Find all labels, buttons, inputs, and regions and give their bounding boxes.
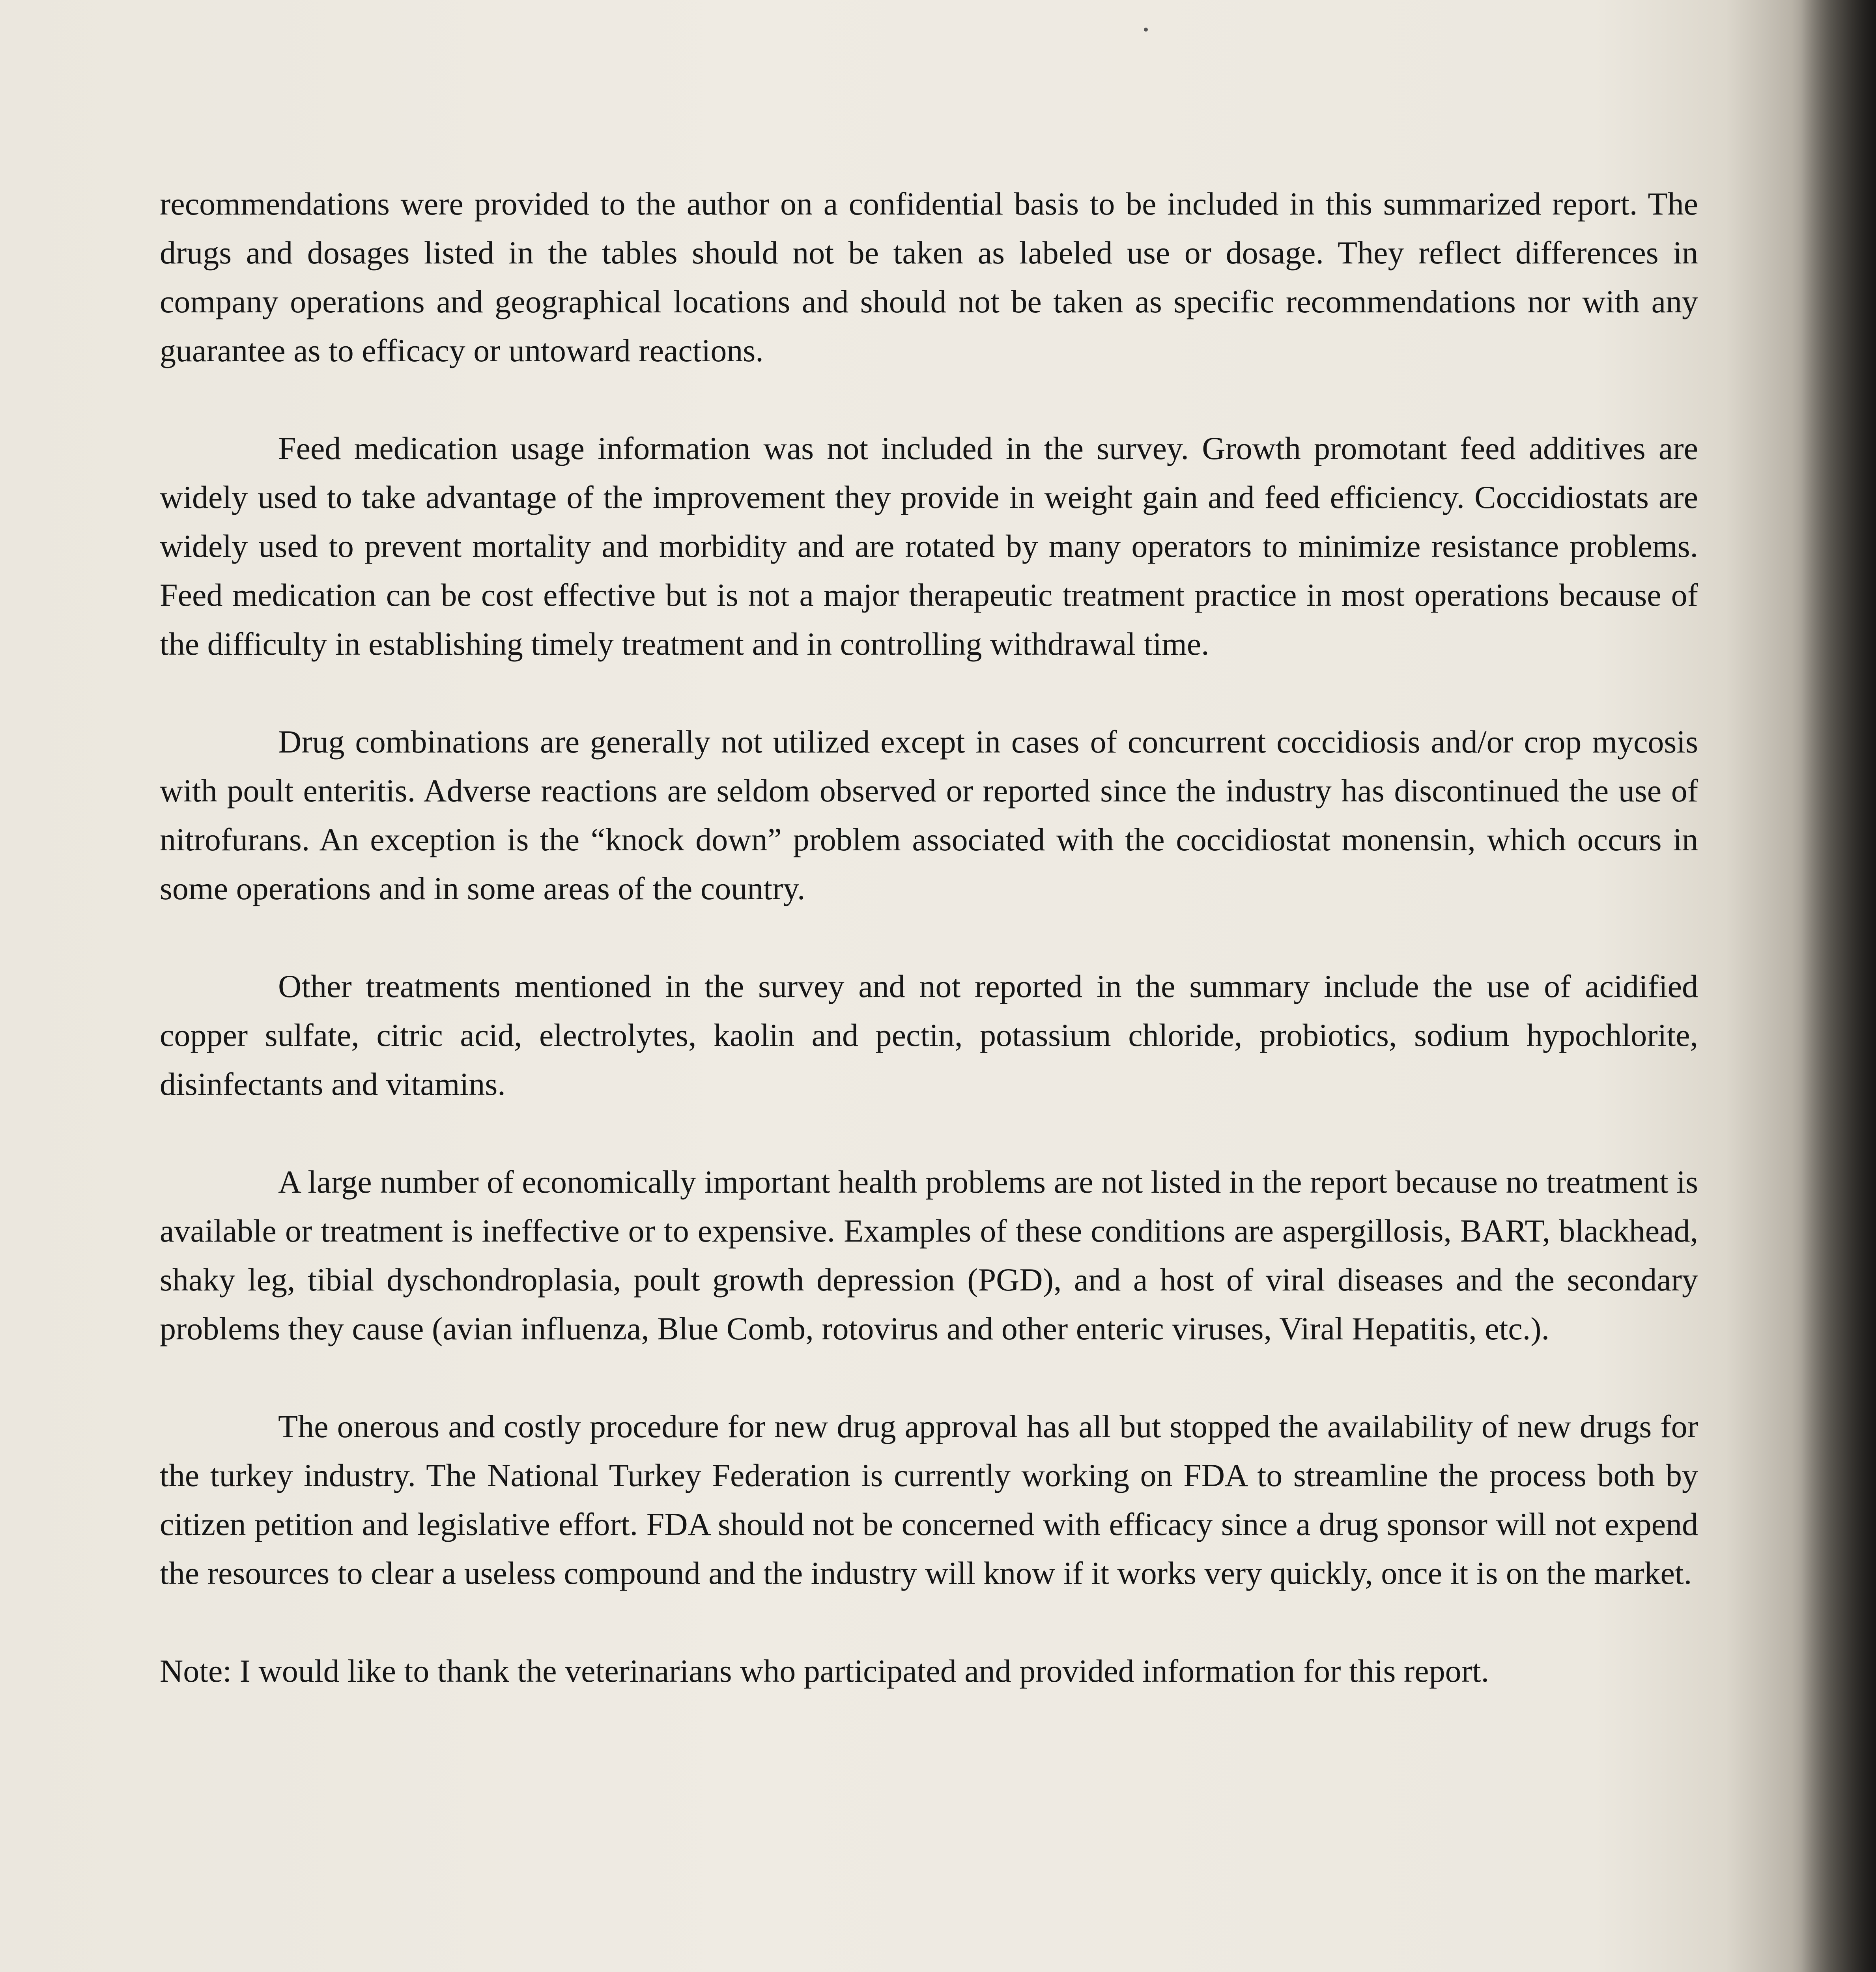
paragraph-note: Note: I would like to thank the veterinarians who participated and provided information for this report.: [160, 1653, 1489, 1689]
paragraph-feed-medication: Feed medication usage information was not included in the survey. Growth promotant feed additives are widely used to take advantage of the improvement they provide in weight gain and feed efficiency. Coccidiostats are widely used to prevent mortality and morbidity and are rotated by many operators to minimize resistance problems. Feed medication can be cost effective but is not a major therapeutic treatment practice in most operations because of the difficulty in establishing timely treatment and in controlling withdrawal time.: [160, 430, 1698, 662]
paragraph-other-treatments: Other treatments mentioned in the survey and not reported in the summary include the use of acidified copper sulfate, citric acid, electrolytes, kaolin and pectin, potassium chloride, probiotics, sodium hypochlorite, disinfectants and vitamins.: [160, 968, 1698, 1102]
paragraph-health-problems: A large number of economically important health problems are not listed in the report because no treatment is available or treatment is ineffective or to expensive. Examples of these conditions are aspergillosis, BART, blackhead, shaky leg, tibial dyschondroplasia, poult growth depression (PGD), and a host of viral diseases and the secondary problems they cause (avian influenza, Blue Comb, rotovirus and other enteric viruses, Viral Hepatitis, etc.).: [160, 1164, 1698, 1346]
paragraph-drug-approval: The onerous and costly procedure for new drug approval has all but stopped the availability of new drugs for the turkey industry. The National Turkey Federation is currently working on FDA to streamline the process both by citizen petition and legislative effort. FDA should not be concerned with efficacy since a drug sponsor will not expend the resources to clear a useless compound and the industry will know if it works very quickly, once it is on the market.: [160, 1408, 1698, 1591]
page-binding-shadow: [1801, 0, 1876, 1972]
paragraph-drug-combinations: Drug combinations are generally not utilized except in cases of concurrent coccidiosis and/or crop mycosis with poult enteritis. Adverse reactions are seldom observed or reported since the industry has discontinued the use of nitrofurans. An exception is the “knock down” problem associated with the coccidiostat monensin, which occurs in some operations and in some areas of the country.: [160, 724, 1698, 906]
scan-speck: [1144, 28, 1148, 32]
paragraph-continuation: recommendations were provided to the author on a confidential basis to be included in this summarized report. The drugs and dosages listed in the tables should not be taken as labeled use or dosage. They reflect differences in company operations and geographical locations and should not be taken as specific recommendations nor with any guarantee as to efficacy or untoward reactions.: [160, 186, 1698, 368]
body-text: [160, 179, 1698, 1696]
